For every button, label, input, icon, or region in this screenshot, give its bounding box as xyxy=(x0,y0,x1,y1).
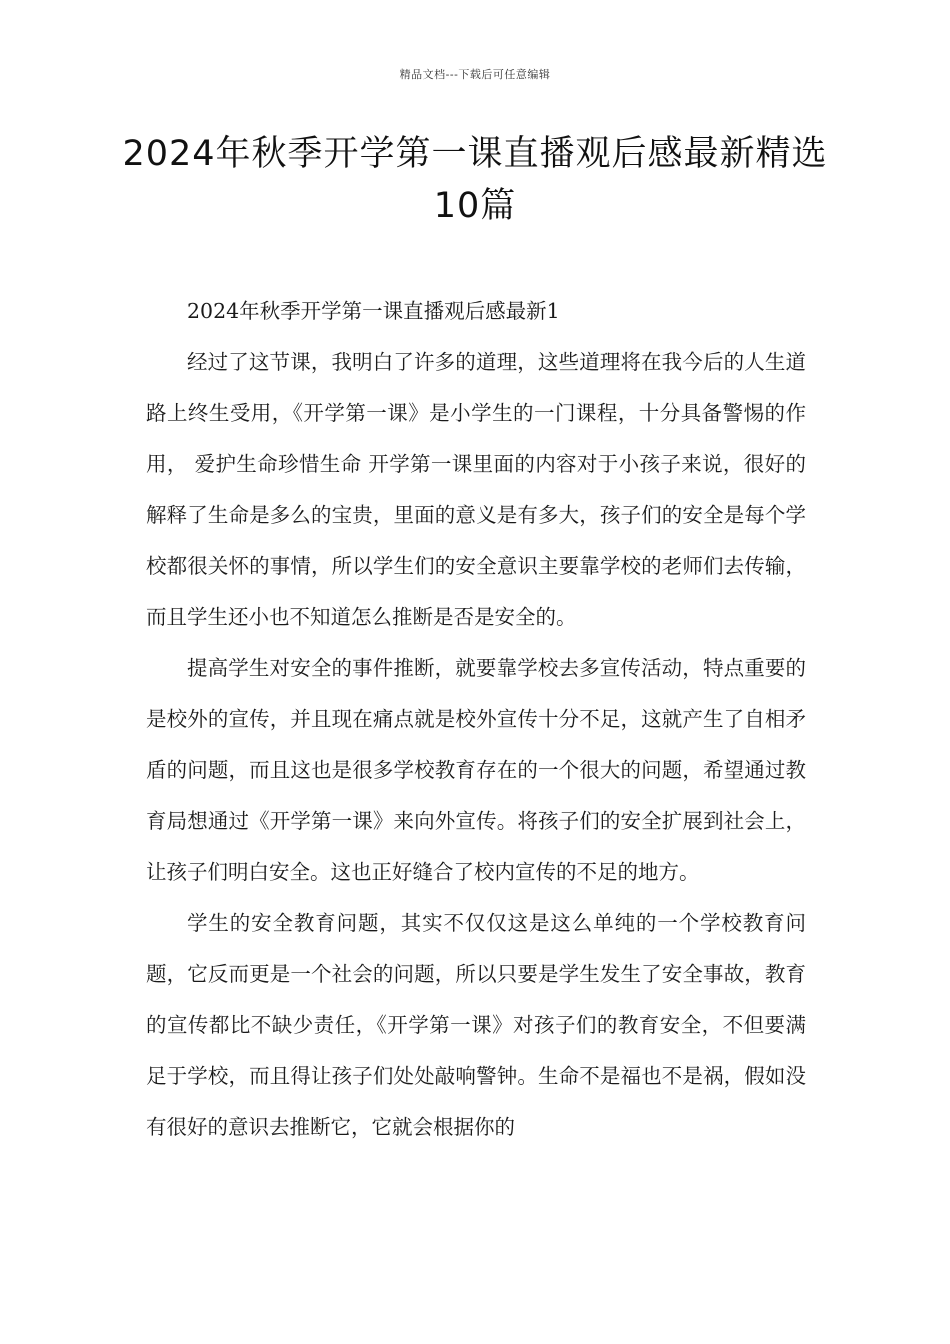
paragraph: 提高学生对安全的事件推断，就要靠学校去多宣传活动，特点重要的是校外的宣传，并且现在痛点就是校外宣传十分不足，这就产生了自相矛盾的问题，而且这也是很多学校教育存在的一个很大的问题，希望通过教育局想通过《开学第一课》来向外宣传。将孩子们的安全扩展到社会上，让孩子们明白安全。这也正好缝合了校内宣传的不足的地方。 xyxy=(146,656,806,884)
paragraph: 学生的安全教育问题，其实不仅仅这是这么单纯的一个学校教育问题，它反而更是一个社会的问题，所以只要是学生发生了安全事故，教育的宣传都比不缺少责任，《开学第一课》对孩子们的教育安全，不但要满足于学校，而且得让孩子们处处敲响警钟。生命不是福也不是祸，假如没有很好的意识去推断它，它就会根据你的 xyxy=(146,911,806,1139)
section-heading: 2024年秋季开学第一课直播观后感最新1 xyxy=(187,299,560,323)
document-body xyxy=(146,286,806,1153)
header-note: 精品文档---下载后可任意编辑 xyxy=(399,68,551,81)
document-title: 2024年秋季开学第一课直播观后感最新精选10篇 xyxy=(122,134,828,226)
paragraph: 经过了这节课，我明白了许多的道理，这些道理将在我今后的人生道路上终生受用，《开学第一课》是小学生的一门课程，十分具备警惕的作用， 爱护生命珍惜生命 开学第一课里面的内容对于小孩子来说，很好的解释了生命是多么的宝贵，里面的意义是有多大，孩子们的安全是每个学校都很关怀的事情，所以学生们的安全意识主要靠学校的老师们去传输，而且学生还小也不知道怎么推断是否是安全的。 xyxy=(146,350,806,629)
